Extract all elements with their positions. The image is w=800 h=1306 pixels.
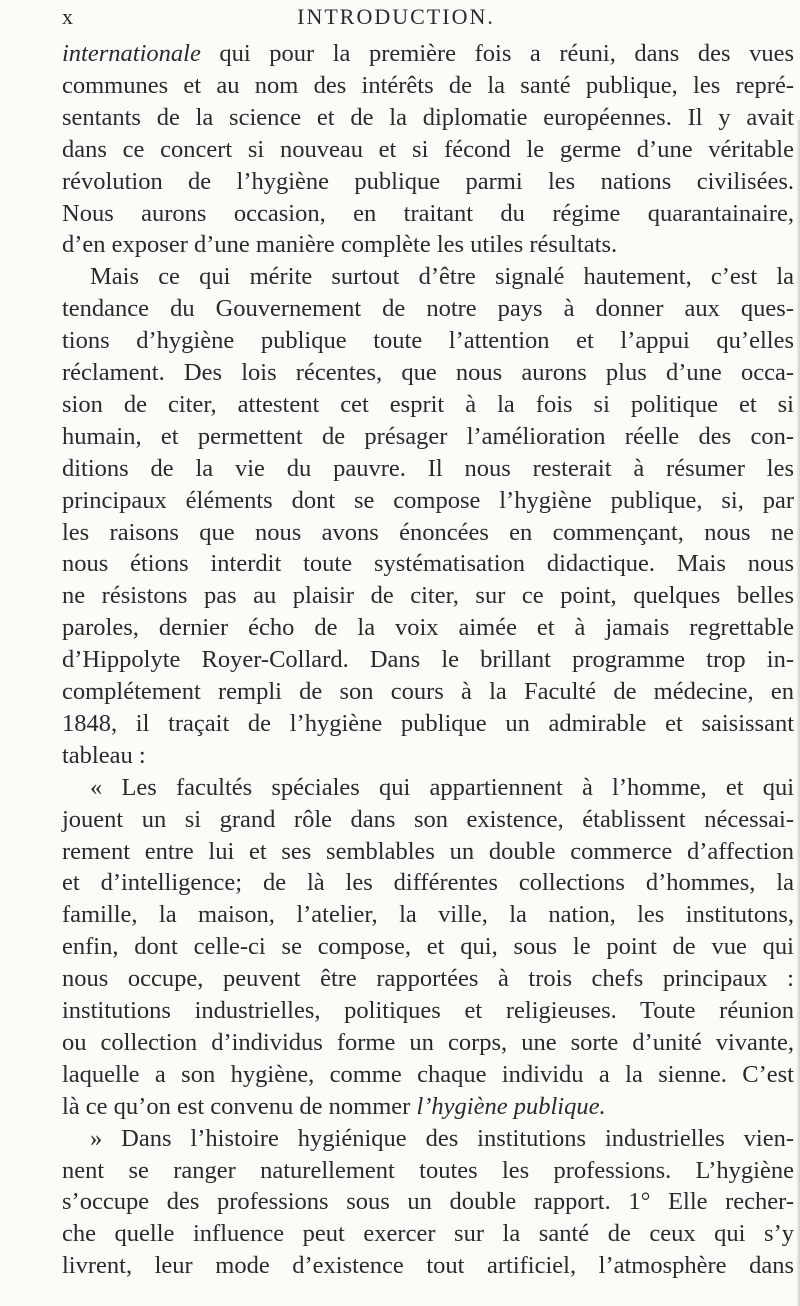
line-text: tendance du Gouvernement de notre pays à donner aux ques- <box>62 295 794 323</box>
italic-text: l’hygiène publique. <box>416 1092 606 1120</box>
line-text: nous occupe, peuvent être rapportées à trois chefs principaux : <box>62 965 794 993</box>
italic-text: internationale <box>62 40 201 67</box>
line-text: tableau : <box>62 741 146 769</box>
line-text: là ce qu’on est convenu de nommer <box>62 1092 417 1120</box>
line-text: humain, et permettent de présager l’amélioration réelle des con- <box>62 422 794 450</box>
line-text: nent se ranger naturellement toutes les professions. L’hygiène <box>62 1156 794 1184</box>
line-text: rement entre lui et ses semblables un double commerce d’affection <box>62 837 794 865</box>
running-head <box>62 4 730 34</box>
text-line <box>62 1246 794 1286</box>
line-text: Mais ce qui mérite surtout d’être signalé hautement, c’est la <box>90 263 794 291</box>
line-text: révolution de l’hygiène publique parmi les nations civilisées. <box>62 167 794 195</box>
line-text: che quelle influence peut exercer sur la santé de ceux qui s’y <box>62 1220 794 1248</box>
line-text: qui pour la première fois a réuni, dans des vues <box>200 40 794 67</box>
line-text: jouent un si grand rôle dans son existence, établissent nécessai- <box>62 805 794 833</box>
line-text: sion de citer, attestent cet esprit à la fois si politique et si <box>62 390 794 418</box>
line-text: ne résistons pas au plaisir de citer, sur ce point, quelques belles <box>62 582 794 610</box>
line-text: ditions de la vie du pauvre. Il nous resterait à résumer les <box>62 454 794 482</box>
line-text: s’occupe des professions sous un double rapport. 1° Elle recher- <box>62 1188 794 1216</box>
line-text: livrent, leur mode d’existence tout artificiel, l’atmosphère dans <box>62 1252 794 1280</box>
line-text: dans ce concert si nouveau et si fécond le germe d’une véritable <box>62 135 794 163</box>
line-text: principaux éléments dont se compose l’hygiène publique, si, par <box>62 486 794 514</box>
line-text: complétement rempli de son cours à la Faculté de médecine, en <box>62 678 794 705</box>
line-text: « Les facultés spéciales qui appartiennent à l’homme, et qui <box>90 773 794 801</box>
line-text: nous étions interdit toute systématisation didactique. Mais nous <box>62 550 794 578</box>
line-text: sentants de la science et de la diplomatie européennes. Il y avait <box>62 103 794 131</box>
line-text: ou collection d’individus forme un corps, une sorte d’unité vivante, <box>62 1028 794 1056</box>
line-text: communes et au nom des intérêts de la santé publique, les repré- <box>62 71 794 99</box>
line-text: d’Hippolyte Royer-Collard. Dans le brillant programme trop in- <box>62 646 794 674</box>
line-text: les raisons que nous avons énoncées en commençant, nous ne <box>62 518 794 546</box>
line-text: Nous aurons occasion, en traitant du régime quarantainaire, <box>62 199 794 227</box>
line-text: institutions industrielles, politiques et religieuses. Toute réunion <box>62 997 794 1024</box>
line-text: d’en exposer d’une manière complète les utiles résultats. <box>62 231 618 259</box>
line-text: enfin, dont celle-ci se compose, et qui, sous le point de vue qui <box>62 933 794 961</box>
line-text: 1848, il traçait de l’hygiène publique un admirable et saisissant <box>62 709 794 737</box>
page-number: x <box>62 4 74 29</box>
page-edge-shadow <box>796 120 800 1306</box>
line-text: réclament. Des lois récentes, que nous aurons plus d’une occa- <box>62 359 794 386</box>
line-text: paroles, dernier écho de la voix aimée et à jamais regrettable <box>62 614 794 642</box>
line-text: famille, la maison, l’atelier, la ville, la nation, les institutons, <box>62 901 794 929</box>
line-text: et d’intelligence; de là les différentes collections d’hommes, la <box>62 869 794 897</box>
line-text: tions d’hygiène publique toute l’attention et l’appui qu’elles <box>62 327 794 355</box>
running-title: INTRODUCTION. <box>297 4 495 29</box>
line-text: » Dans l’histoire hygiénique des institutions industrielles vien- <box>90 1124 794 1152</box>
line-text: laquelle a son hygiène, comme chaque individu a la sienne. C’est <box>62 1060 794 1088</box>
